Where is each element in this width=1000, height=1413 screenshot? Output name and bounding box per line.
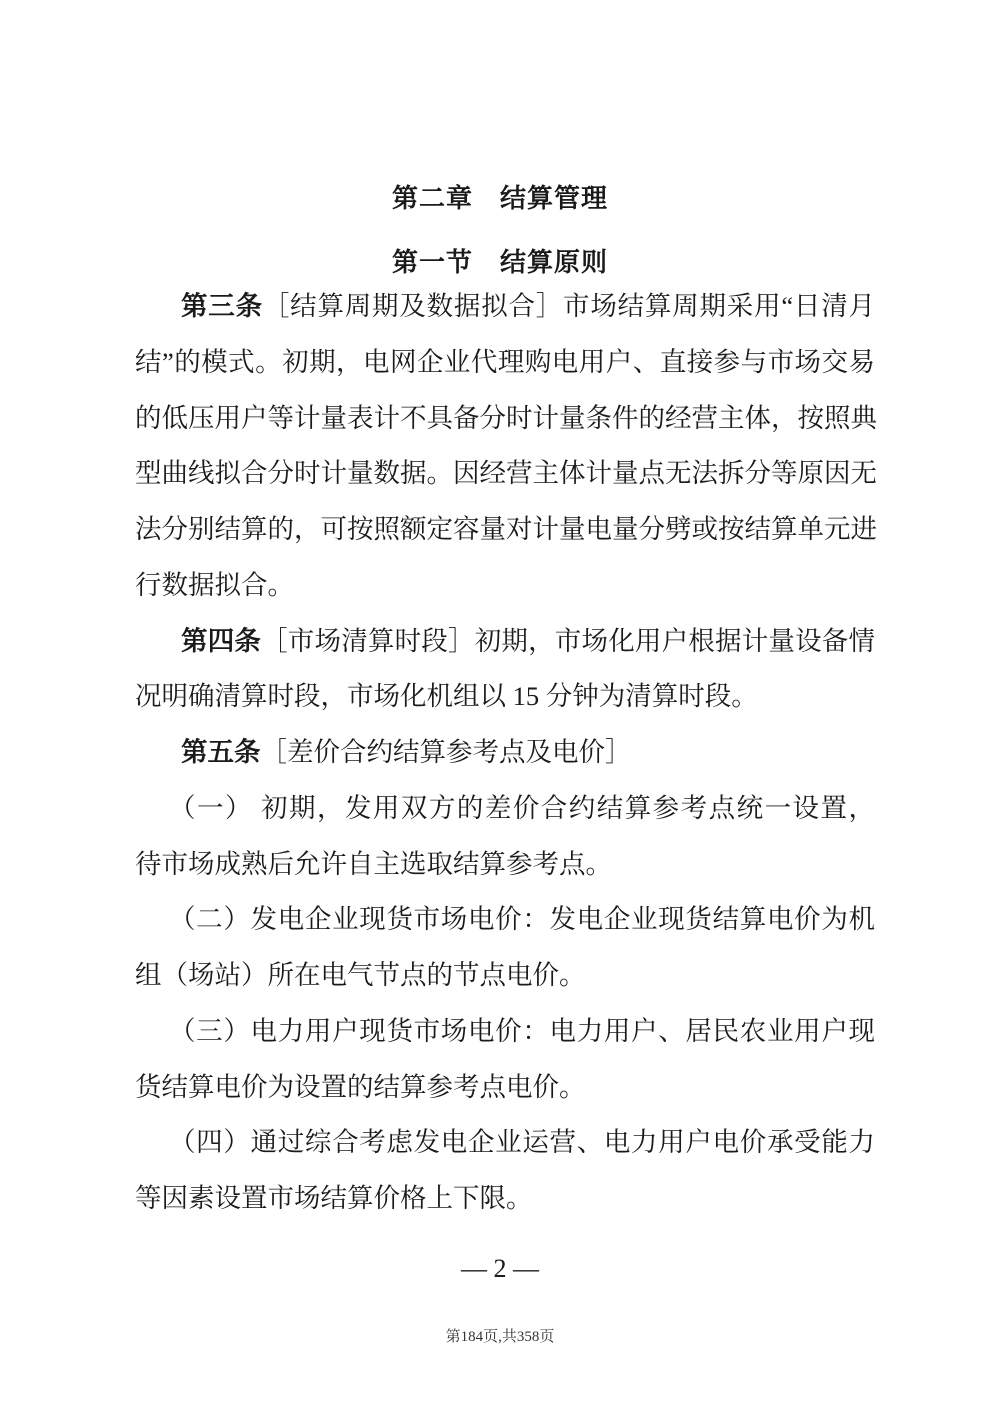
article-5-line: 第五条［差价合约结算参考点及电价］ [181, 737, 632, 767]
page-number: — 2 — [461, 1254, 539, 1283]
item-2-line: （二）发电企业现货市场电价：发电企业现货结算电价为机 [169, 904, 875, 935]
item-3-line: （三）电力用户现货市场电价：电力用户、居民农业用户现 [169, 1015, 875, 1046]
item-1-line: 待市场成熟后允许自主选取结算参考点。 [135, 848, 612, 879]
item-3-line: 货结算电价为设置的结算参考点电价。 [135, 1071, 586, 1102]
section-title: 第一节 结算原则 [391, 248, 608, 277]
article-label: 第四条 [181, 625, 262, 656]
article-4-line: 况明确清算时段，市场化机组以 15 分钟为清算时段。 [135, 681, 758, 712]
article-3-line: 行数据拟合。 [135, 569, 294, 600]
article-3-line: 型曲线拟合分时计量数据。因经营主体计量点无法拆分等原因无 [135, 458, 877, 489]
item-4-line: （四）通过综合考虑发电企业运营、电力用户电价承受能力 [169, 1127, 875, 1158]
chapter-title: 第二章 结算管理 [391, 183, 608, 213]
article-3-line: 第三条［结算周期及数据拟合］市场结算周期采用“日清月 [181, 291, 876, 321]
article-4-line: 第四条［市场清算时段］初期，市场化用户根据计量设备情 [181, 625, 876, 656]
article-3-line: 法分别结算的，可按照额定容量对计量电量分劈或按结算单元进 [135, 514, 877, 544]
item-1-line: （一） 初期，发用双方的差价合约结算参考点统一设置， [169, 792, 875, 823]
item-4-line: 等因素设置市场结算价格上下限。 [135, 1183, 533, 1213]
document-body [135, 279, 875, 1227]
article-label: 第五条 [181, 737, 261, 767]
article-3-line: 的低压用户等计量表计不具备分时计量条件的经营主体，按照典 [135, 402, 877, 433]
article-3-line: 结”的模式。初期，电网企业代理购电用户、直接参与市场交易 [135, 346, 875, 377]
page-footer: 第184页,共358页 [445, 1329, 555, 1345]
item-2-line: 组（场站）所在电气节点的节点电价。 [135, 960, 586, 990]
article-label: 第三条 [181, 291, 263, 321]
